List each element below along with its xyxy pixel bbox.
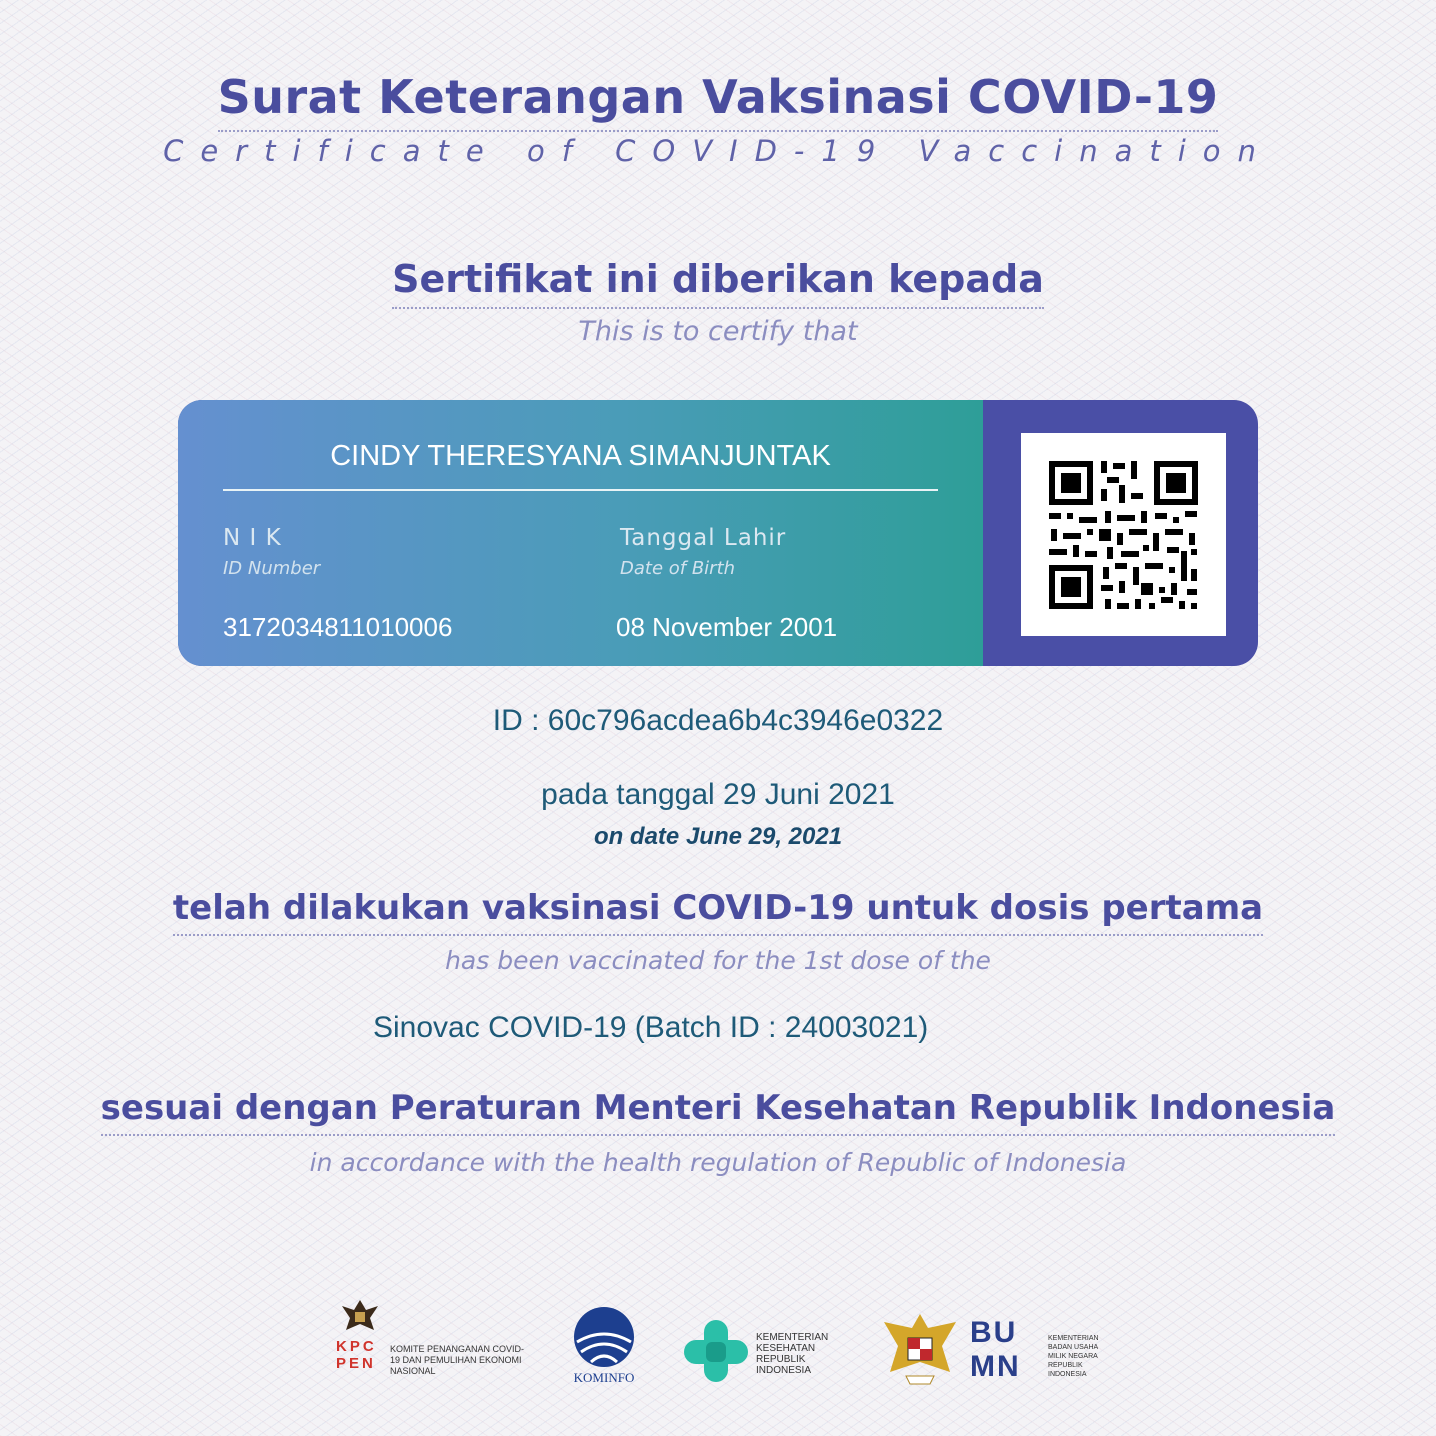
qr-code xyxy=(1021,433,1226,636)
kominfo-globe-icon xyxy=(569,1306,639,1368)
kemenkes-cross-icon xyxy=(682,1318,750,1384)
nik-value: 3172034811010006 xyxy=(223,612,453,642)
garuda-pancasila-logo xyxy=(880,1310,960,1390)
holder-info-panel xyxy=(178,400,983,666)
certificate-subtitle: Certificate of COVID-19 Vaccination xyxy=(163,134,1273,168)
regulation-title: sesuai dengan Peraturan Menteri Kesehatan Republik Indonesia xyxy=(0,1088,1436,1136)
logo-strip xyxy=(0,1290,1436,1400)
bumn-mark: BUMN xyxy=(970,1316,1021,1383)
dob-sub-label: Date of Birth xyxy=(620,558,736,579)
garuda-small-icon xyxy=(340,1296,380,1334)
kemenkes-logo xyxy=(682,1318,852,1388)
bumn-text: KEMENTERIAN BADAN USAHA MILIK NEGARA REPUBLIK INDONESIA xyxy=(1048,1335,1099,1378)
dob-value: 08 November 2001 xyxy=(616,612,838,642)
certificate-title: Surat Keterangan Vaksinasi COVID-19 xyxy=(0,70,1436,132)
regulation-subtitle: in accordance with the health regulation of Republic of Indonesia xyxy=(309,1148,1127,1177)
certificate-id: ID : 60c796acdea6b4c3946e0322 xyxy=(492,704,944,737)
garuda-icon xyxy=(880,1310,960,1390)
vaccinated-subtitle: has been vaccinated for the 1st dose of the xyxy=(445,946,991,975)
kominfo-text: KOMINFO xyxy=(573,1370,635,1385)
bumn-logo xyxy=(970,1312,1110,1392)
kominfo-logo xyxy=(562,1306,646,1396)
vaccination-date-english: on date June 29, 2021 xyxy=(593,823,843,850)
holder-card xyxy=(178,400,1258,666)
vaccination-date: pada tanggal 29 Juni 2021 xyxy=(541,778,895,811)
qr-code-icon xyxy=(1021,433,1226,636)
dob-label: Tanggal Lahir xyxy=(620,525,787,551)
nik-label: N I K xyxy=(223,525,282,551)
kemenkes-text: KEMENTERIAN KESEHATAN REPUBLIK INDONESIA xyxy=(756,1332,829,1376)
certify-subtitle: This is to certify that xyxy=(578,316,858,347)
vaccine-batch: Sinovac COVID-19 (Batch ID : 24003021) xyxy=(373,1011,929,1044)
kpcpen-text: KOMITE PENANGANAN COVID-19 DAN PEMULIHAN EKONOMI NASIONAL xyxy=(390,1344,525,1376)
vaccinated-title: telah dilakukan vaksinasi COVID-19 untuk dosis pertama xyxy=(0,888,1436,936)
nik-sub-label: ID Number xyxy=(223,558,321,579)
certify-title: Sertifikat ini diberikan kepada xyxy=(0,257,1436,309)
kpcpen-logo xyxy=(336,1290,536,1390)
kpcpen-letters: KPC PEN xyxy=(336,1338,377,1372)
name-divider xyxy=(223,489,938,491)
holder-name: CINDY THERESYANA SIMANJUNTAK xyxy=(330,440,831,472)
